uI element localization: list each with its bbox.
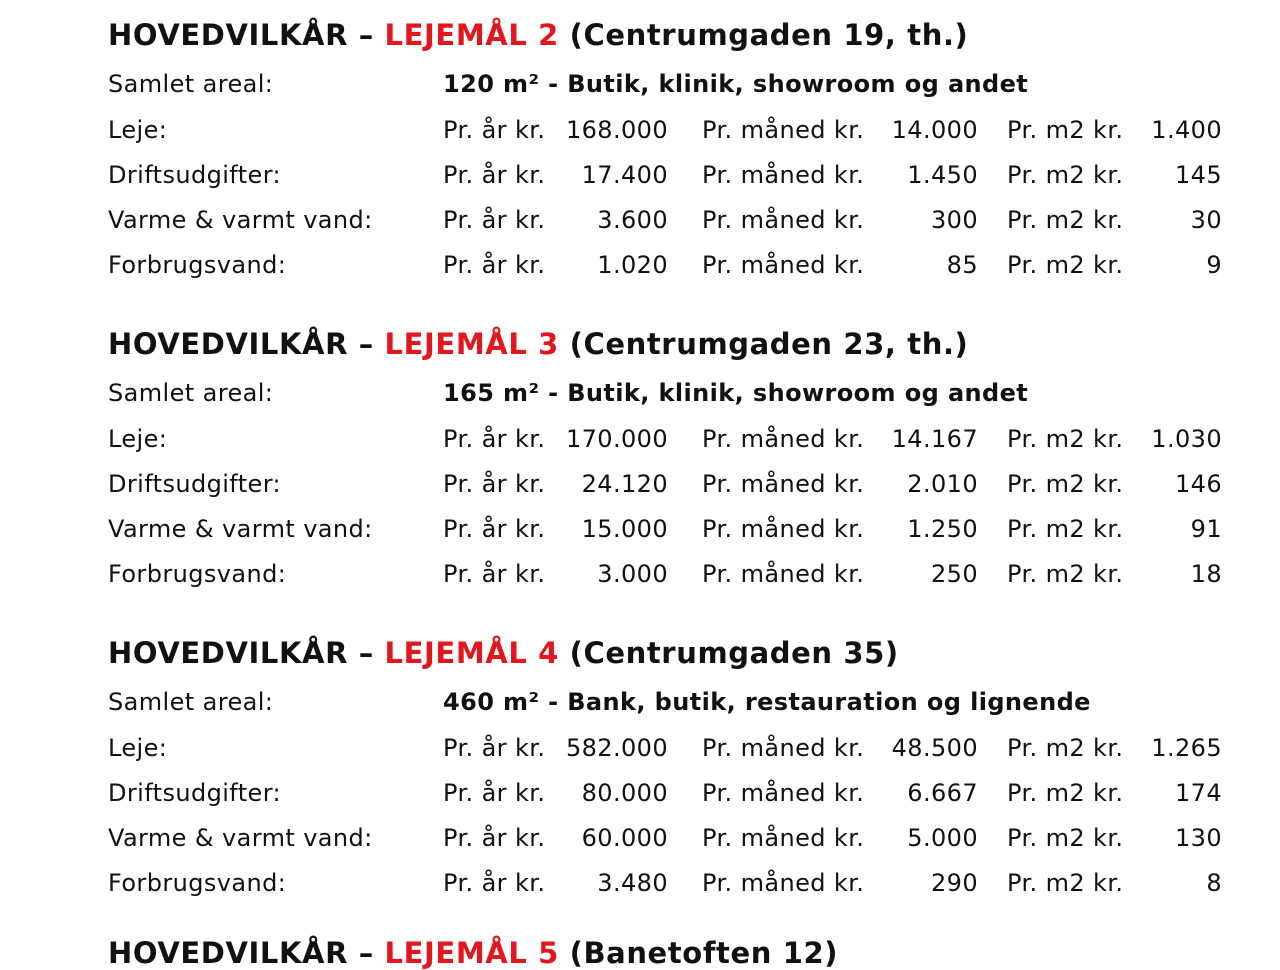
per-month-prefix: Pr. måned kr. — [702, 869, 865, 897]
section-heading — [108, 18, 968, 52]
area-value: 165 m² - Butik, klinik, showroom og andet — [443, 379, 1029, 407]
section-heading — [108, 936, 838, 970]
per-m2-prefix: Pr. m2 kr. — [1007, 779, 1124, 807]
per-year-value: 3.000 — [597, 560, 668, 588]
lease-address: (Centrumgaden 19, th.) — [558, 18, 969, 52]
row-label: Leje: — [108, 734, 168, 762]
per-year-prefix: Pr. år kr. — [443, 206, 546, 234]
section-heading — [108, 327, 968, 361]
per-m2-value: 1.030 — [1151, 425, 1222, 453]
row-label: Forbrugsvand: — [108, 869, 287, 897]
lease-number: LEJEMÅL 2 — [384, 18, 559, 52]
per-year-prefix: Pr. år kr. — [443, 116, 546, 144]
per-year-prefix: Pr. år kr. — [443, 734, 546, 762]
per-month-value: 1.250 — [907, 515, 978, 543]
per-year-value: 170.000 — [565, 425, 668, 453]
per-month-prefix: Pr. måned kr. — [702, 515, 865, 543]
per-month-value: 85 — [946, 251, 978, 279]
row-label: Driftsudgifter: — [108, 161, 282, 189]
area-row — [108, 68, 1248, 100]
per-month-value: 250 — [930, 560, 978, 588]
per-m2-value: 18 — [1190, 560, 1222, 588]
per-year-value: 168.000 — [565, 116, 668, 144]
per-m2-value: 1.265 — [1151, 734, 1222, 762]
per-year-prefix: Pr. år kr. — [443, 425, 546, 453]
per-m2-prefix: Pr. m2 kr. — [1007, 734, 1124, 762]
table-row-rent — [108, 423, 1248, 455]
per-month-prefix: Pr. måned kr. — [702, 425, 865, 453]
per-month-prefix: Pr. måned kr. — [702, 779, 865, 807]
row-label: Varme & varmt vand: — [108, 824, 373, 852]
lease-address: (Banetoften 12) — [558, 936, 839, 970]
per-m2-prefix: Pr. m2 kr. — [1007, 470, 1124, 498]
per-m2-value: 9 — [1206, 251, 1222, 279]
per-m2-value: 145 — [1174, 161, 1222, 189]
row-label: Forbrugsvand: — [108, 251, 287, 279]
per-year-value: 60.000 — [581, 824, 668, 852]
per-month-prefix: Pr. måned kr. — [702, 206, 865, 234]
per-month-value: 1.450 — [907, 161, 978, 189]
table-row-water — [108, 558, 1248, 590]
per-month-prefix: Pr. måned kr. — [702, 560, 865, 588]
per-month-prefix: Pr. måned kr. — [702, 734, 865, 762]
area-row — [108, 377, 1248, 409]
per-month-value: 6.667 — [907, 779, 978, 807]
per-month-prefix: Pr. måned kr. — [702, 116, 865, 144]
lease-number: LEJEMÅL 5 — [384, 936, 559, 970]
area-label: Samlet areal: — [108, 379, 274, 407]
per-m2-prefix: Pr. m2 kr. — [1007, 116, 1124, 144]
per-month-value: 290 — [930, 869, 978, 897]
row-label: Driftsudgifter: — [108, 470, 282, 498]
lease-address: (Centrumgaden 35) — [558, 636, 899, 670]
per-m2-prefix: Pr. m2 kr. — [1007, 515, 1124, 543]
table-row-water — [108, 867, 1248, 899]
table-row-heating — [108, 822, 1248, 854]
row-label: Forbrugsvand: — [108, 560, 287, 588]
per-month-prefix: Pr. måned kr. — [702, 251, 865, 279]
per-year-value: 3.600 — [597, 206, 668, 234]
table-row-heating — [108, 204, 1248, 236]
per-year-value: 24.120 — [581, 470, 668, 498]
heading-prefix: HOVEDVILKÅR – — [108, 936, 385, 970]
lease-number: LEJEMÅL 4 — [384, 636, 559, 670]
section-heading — [108, 636, 899, 670]
lease-address: (Centrumgaden 23, th.) — [558, 327, 969, 361]
per-m2-value: 91 — [1190, 515, 1222, 543]
table-row-operating-costs — [108, 468, 1248, 500]
per-m2-prefix: Pr. m2 kr. — [1007, 560, 1124, 588]
per-year-prefix: Pr. år kr. — [443, 251, 546, 279]
per-m2-prefix: Pr. m2 kr. — [1007, 425, 1124, 453]
area-value: 120 m² - Butik, klinik, showroom og andet — [443, 70, 1029, 98]
per-month-prefix: Pr. måned kr. — [702, 161, 865, 189]
per-month-value: 300 — [930, 206, 978, 234]
per-year-prefix: Pr. år kr. — [443, 869, 546, 897]
per-m2-value: 30 — [1190, 206, 1222, 234]
table-row-rent — [108, 732, 1248, 764]
per-m2-prefix: Pr. m2 kr. — [1007, 824, 1124, 852]
document-page — [108, 0, 1248, 970]
table-row-operating-costs — [108, 777, 1248, 809]
per-year-prefix: Pr. år kr. — [443, 470, 546, 498]
per-year-prefix: Pr. år kr. — [443, 824, 546, 852]
per-year-prefix: Pr. år kr. — [443, 515, 546, 543]
per-year-value: 17.400 — [581, 161, 668, 189]
per-m2-value: 130 — [1174, 824, 1222, 852]
per-m2-prefix: Pr. m2 kr. — [1007, 251, 1124, 279]
per-m2-prefix: Pr. m2 kr. — [1007, 161, 1124, 189]
per-year-value: 80.000 — [581, 779, 668, 807]
per-year-prefix: Pr. år kr. — [443, 161, 546, 189]
table-row-heating — [108, 513, 1248, 545]
per-year-prefix: Pr. år kr. — [443, 779, 546, 807]
per-month-value: 48.500 — [891, 734, 978, 762]
area-row — [108, 686, 1248, 718]
table-row-operating-costs — [108, 159, 1248, 191]
per-month-prefix: Pr. måned kr. — [702, 470, 865, 498]
row-label: Driftsudgifter: — [108, 779, 282, 807]
area-value: 460 m² - Bank, butik, restauration og lignende — [443, 688, 1091, 716]
table-row-water — [108, 249, 1248, 281]
lease-number: LEJEMÅL 3 — [384, 327, 559, 361]
area-label: Samlet areal: — [108, 70, 274, 98]
per-m2-value: 146 — [1174, 470, 1222, 498]
row-label: Varme & varmt vand: — [108, 515, 373, 543]
per-year-value: 582.000 — [565, 734, 668, 762]
per-year-prefix: Pr. år kr. — [443, 560, 546, 588]
per-m2-value: 1.400 — [1151, 116, 1222, 144]
table-row-rent — [108, 114, 1248, 146]
heading-prefix: HOVEDVILKÅR – — [108, 18, 385, 52]
row-label: Varme & varmt vand: — [108, 206, 373, 234]
per-month-value: 5.000 — [907, 824, 978, 852]
per-year-value: 1.020 — [597, 251, 668, 279]
row-label: Leje: — [108, 425, 168, 453]
area-label: Samlet areal: — [108, 688, 274, 716]
heading-prefix: HOVEDVILKÅR – — [108, 636, 385, 670]
per-m2-value: 8 — [1206, 869, 1222, 897]
row-label: Leje: — [108, 116, 168, 144]
per-m2-value: 174 — [1174, 779, 1222, 807]
per-m2-prefix: Pr. m2 kr. — [1007, 869, 1124, 897]
per-month-value: 2.010 — [907, 470, 978, 498]
per-month-value: 14.000 — [891, 116, 978, 144]
per-year-value: 15.000 — [581, 515, 668, 543]
per-m2-prefix: Pr. m2 kr. — [1007, 206, 1124, 234]
per-month-value: 14.167 — [891, 425, 978, 453]
per-month-prefix: Pr. måned kr. — [702, 824, 865, 852]
heading-prefix: HOVEDVILKÅR – — [108, 327, 385, 361]
per-year-value: 3.480 — [597, 869, 668, 897]
